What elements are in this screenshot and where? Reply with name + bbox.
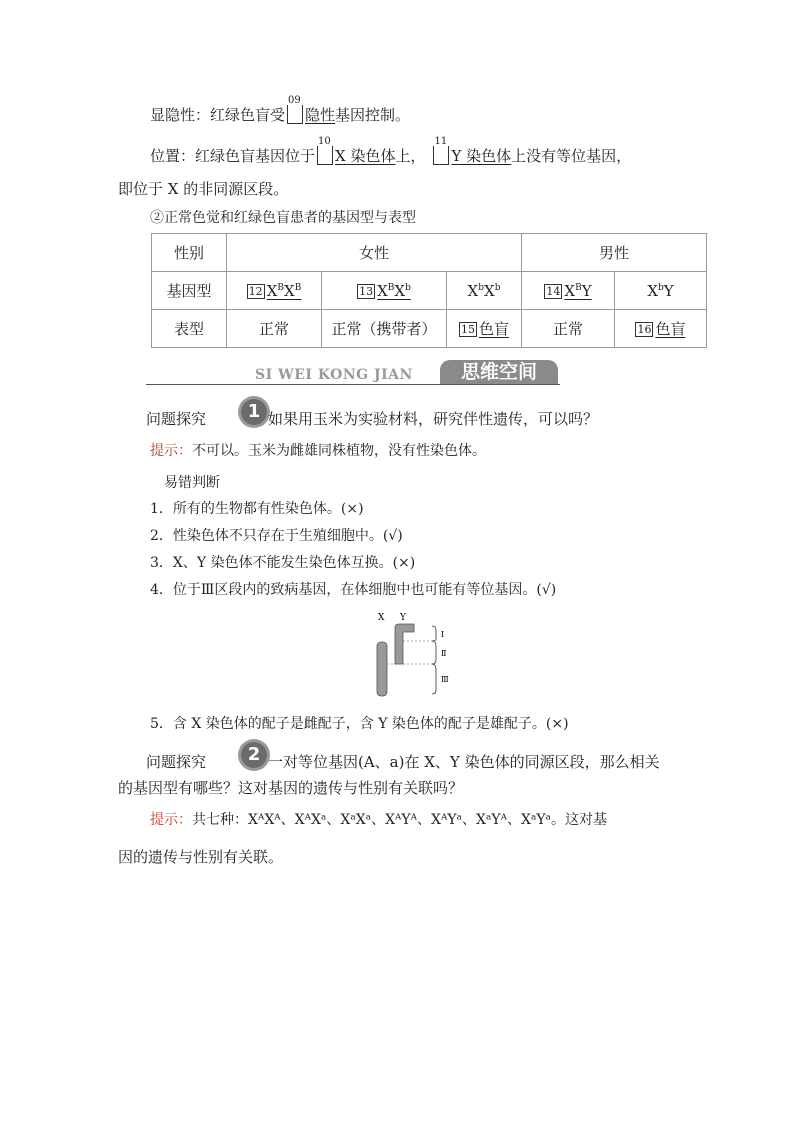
- phenotype-cell: 正常: [522, 310, 615, 348]
- phenotype-answer: 色盲: [655, 320, 686, 338]
- q2-text: 一对等位基因(A、a)在 X、Y 染色体的同源区段，那么相关: [268, 753, 660, 771]
- circled-number: 14: [546, 284, 561, 298]
- judge-title: 易错判断: [164, 475, 220, 491]
- banner-pinyin: SI WEI KONG JIAN: [255, 367, 413, 383]
- chromosome-diagram: [370, 606, 460, 698]
- phenotype-cell: 正常: [227, 310, 322, 348]
- judge-item: 1．所有的生物都有性染色体。(×): [150, 501, 364, 517]
- position-label: 位置：红绿色盲基因位于: [150, 147, 316, 165]
- dominance-line: [150, 95, 411, 125]
- row-phenotype-label: 表型: [152, 310, 227, 348]
- position-answer-2: Y 染色体: [451, 147, 512, 165]
- phenotype-cell: 正常（携带者）: [322, 310, 447, 348]
- hint1: [150, 440, 486, 460]
- header-female: 女性: [227, 234, 522, 272]
- genotype-cell: $X^bY$: [615, 272, 707, 310]
- answer-blank: 10: [317, 146, 333, 165]
- judge-item: 3．X、Y 染色体不能发生染色体互换。(×): [150, 555, 416, 571]
- row-genotype-label: 基因型: [152, 272, 227, 310]
- genotype-cell: 13 $X^BX^b$: [322, 272, 447, 310]
- y-chromosome: [395, 624, 414, 664]
- header-sex: 性别: [152, 234, 227, 272]
- banner-rule: [146, 384, 560, 385]
- position-line: [150, 136, 632, 166]
- region-1-label: Ⅰ: [441, 630, 445, 639]
- answer-blank: 11: [433, 146, 449, 165]
- hint2-line-2: 因的遗传与性别有关联。: [118, 848, 284, 866]
- region-3-label: Ⅲ: [441, 675, 449, 684]
- header-male: 男性: [522, 234, 707, 272]
- banner-title: 思维空间: [440, 360, 558, 384]
- circled-number: 16: [637, 323, 652, 336]
- position-tail: 上没有等位基因，: [511, 147, 632, 165]
- q1-text: 如果用玉米为实验材料，研究伴性遗传，可以吗？: [268, 410, 599, 428]
- hint-label: 提示：: [150, 812, 192, 828]
- circled-number: 13: [359, 284, 374, 298]
- position-mid: 上，: [395, 147, 426, 165]
- number-1-icon: 1: [241, 399, 267, 425]
- phenotype-cell: [447, 310, 522, 348]
- hint-text: 不可以。玉米为雌雄同株植物，没有性染色体。: [192, 443, 486, 459]
- q2-text-2: 的基因型有哪些？这对基因的遗传与性别有关联吗？: [118, 779, 464, 797]
- hint-label: 提示：: [150, 443, 192, 459]
- region-2-label: Ⅱ: [441, 649, 447, 658]
- y-label: Y: [400, 613, 406, 623]
- dominance-tail: 基因控制。: [335, 106, 411, 124]
- q2-label: 问题探究: [146, 753, 207, 771]
- judge-item: 2．性染色体不只存在于生殖细胞中。(√): [150, 528, 403, 544]
- answer-blank: 09: [287, 105, 303, 124]
- circled-number: 15: [460, 323, 475, 336]
- phenotype-cell: [615, 310, 707, 348]
- position-answer-1: X 染色体: [335, 147, 396, 165]
- number-2-icon: 2: [241, 742, 267, 768]
- phenotype-answer: 色盲: [478, 320, 509, 338]
- dominance-answer: 隐性: [305, 106, 336, 124]
- circled-number: 12: [248, 284, 263, 298]
- x-label: X: [378, 613, 385, 623]
- genotype-cell: 12 $X^BX^B$: [227, 272, 322, 310]
- hint-text: 共七种：XᴬXᴬ、XᴬXᵃ、XᵃXᵃ、XᴬYᴬ、XᴬYᵃ、XᵃYᴬ、XᵃYᵃ。这对基: [192, 812, 607, 828]
- table-title: ②正常色觉和红绿色盲患者的基因型与表型: [150, 210, 416, 226]
- judge-item: 5．含 X 染色体的配子是雌配子，含 Y 染色体的配子是雄配子。(×): [150, 716, 569, 732]
- hint2: [150, 809, 607, 829]
- x-chromosome: [377, 642, 387, 696]
- genotype-table: [151, 233, 707, 348]
- genotype-cell: 14 $X^BY$: [522, 272, 615, 310]
- genotype-cell: $X^bX^b$: [447, 272, 522, 310]
- position-line-2: 即位于 X 的非同源区段。: [118, 180, 289, 198]
- q1-label: 问题探究: [146, 410, 207, 428]
- dominance-label: 显隐性：红绿色盲受: [150, 106, 286, 124]
- judge-item: 4．位于Ⅲ区段内的致病基因，在体细胞中也可能有等位基因。(√): [150, 582, 557, 598]
